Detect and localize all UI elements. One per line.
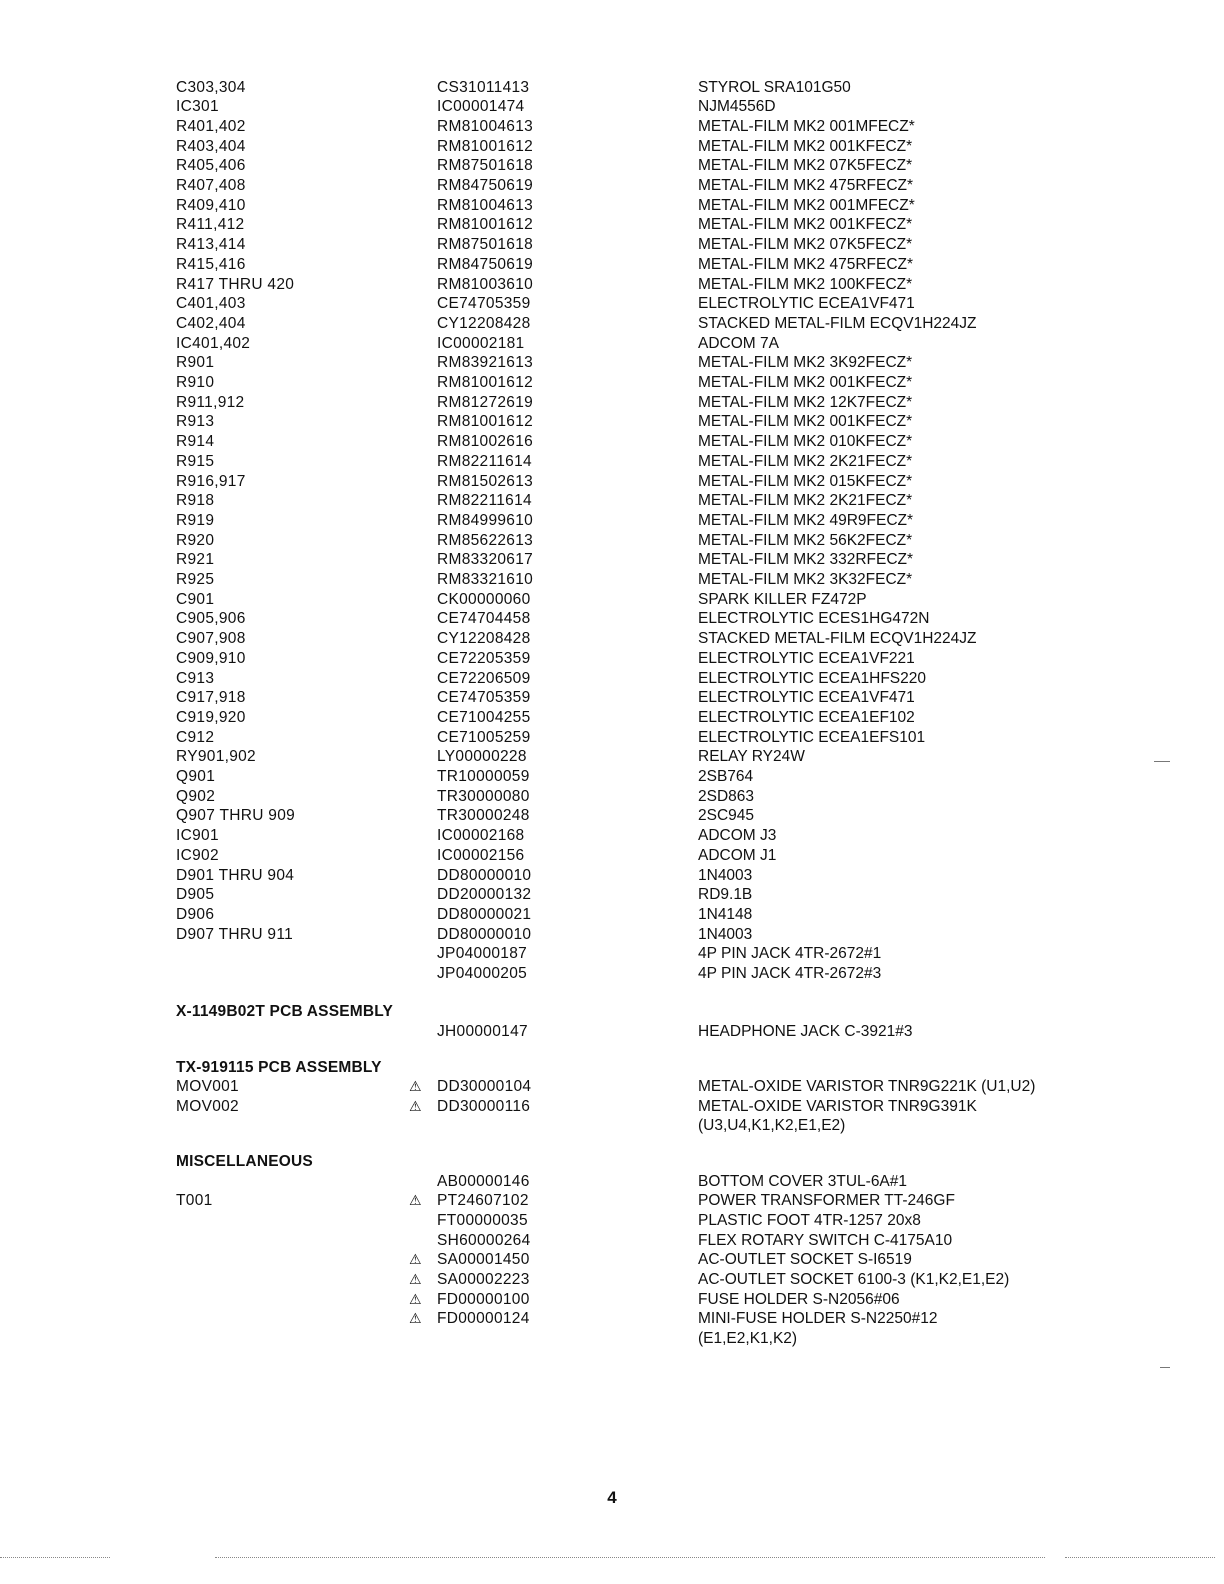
part-description: METAL-FILM MK2 332RFECZ* (698, 551, 914, 569)
part-description: HEADPHONE JACK C-3921#3 (698, 1022, 913, 1040)
reference-designator: C303,304 (176, 78, 246, 96)
parts-list-row (0, 1309, 1224, 1329)
parts-list-row (0, 511, 1224, 531)
part-description: METAL-FILM MK2 12K7FECZ* (698, 393, 913, 411)
parts-list-row (0, 1250, 1224, 1270)
part-number: JH00000147 (437, 1022, 528, 1040)
part-description: METAL-OXIDE VARISTOR TNR9G221K (U1,U2) (698, 1078, 1036, 1095)
parts-list-row (0, 629, 1224, 649)
parts-list-row (0, 215, 1224, 235)
parts-list-row (0, 1270, 1224, 1290)
part-number: RM81001612 (437, 216, 534, 234)
parts-list-row (0, 294, 1224, 314)
reference-designator: IC901 (176, 827, 219, 845)
part-description: METAL-FILM MK2 001KFECZ* (698, 137, 913, 155)
parts-list-row (0, 78, 1224, 98)
part-description: (E1,E2,K1,K2) (698, 1330, 798, 1348)
part-description: METAL-FILM MK2 001KFECZ* (698, 216, 913, 234)
part-description: 2SD863 (698, 787, 755, 805)
reference-designator: C913 (176, 669, 215, 687)
reference-designator: D906 (176, 905, 215, 923)
part-number: CE71005259 (437, 728, 531, 746)
parts-list-row (0, 1211, 1224, 1231)
reference-designator: R914 (176, 433, 215, 451)
reference-designator: C401,403 (176, 295, 246, 313)
part-description: METAL-FILM MK2 56K2FECZ* (698, 531, 913, 549)
part-number: TR30000248 (437, 807, 530, 825)
part-number: DD80000021 (437, 905, 532, 923)
part-description: NJM4556D (698, 98, 776, 116)
parts-list-row (0, 472, 1224, 492)
part-number: RM83320617 (437, 551, 534, 569)
part-number: JP04000205 (437, 965, 528, 982)
part-number: RM81002616 (437, 433, 534, 451)
part-number: CS31011413 (437, 78, 530, 96)
part-description: METAL-FILM MK2 49R9FECZ* (698, 511, 914, 529)
part-description: RD9.1B (698, 886, 753, 904)
part-number: CE71004255 (437, 708, 531, 726)
scan-mark (1154, 761, 1170, 762)
parts-list-row (0, 452, 1224, 472)
scan-dots (215, 1557, 1045, 1558)
parts-list-row (0, 590, 1224, 610)
parts-list-row (0, 609, 1224, 629)
reference-designator: R913 (176, 413, 215, 431)
safety-warning-icon: ⚠ (409, 1310, 422, 1327)
part-description: METAL-FILM MK2 001MFECZ* (698, 117, 915, 135)
reference-designator: R911,912 (176, 393, 245, 411)
reference-designator: R919 (176, 511, 215, 529)
part-description: ELECTROLYTIC ECEA1VF471 (698, 295, 915, 313)
part-description: METAL-FILM MK2 2K21FECZ* (698, 452, 913, 470)
part-description: ELECTROLYTIC ECEA1EFS101 (698, 728, 926, 746)
reference-designator: IC401,402 (176, 334, 251, 352)
parts-list-row (0, 373, 1224, 393)
part-number: CY12208428 (437, 630, 531, 648)
part-description: ELECTROLYTIC ECES1HG472N (698, 610, 930, 628)
reference-designator: C917,918 (176, 689, 246, 707)
scan-dots (1065, 1557, 1215, 1558)
part-number: CE74705359 (437, 689, 531, 707)
part-number: RM84750619 (437, 255, 534, 273)
parts-list-row (0, 905, 1224, 925)
parts-list-row (0, 255, 1224, 275)
reference-designator: R918 (176, 492, 215, 510)
part-number: DD30000116 (437, 1097, 531, 1115)
reference-designator: R401,402 (176, 117, 246, 135)
reference-designator: D905 (176, 886, 215, 904)
parts-list-row (0, 787, 1224, 807)
parts-list-row (0, 137, 1224, 157)
part-description: ELECTROLYTIC ECEA1VF471 (698, 689, 915, 707)
reference-designator: Q907 THRU 909 (176, 807, 296, 825)
part-description: 2SC945 (698, 807, 755, 825)
part-number: RM82211614 (437, 452, 532, 470)
reference-designator: R407,408 (176, 177, 246, 194)
section-heading-tx919115: TX-919115 PCB ASSEMBLY (176, 1059, 382, 1076)
reference-designator: C909,910 (176, 649, 246, 667)
safety-warning-icon: ⚠ (409, 1097, 422, 1114)
parts-list-row (0, 97, 1224, 117)
part-description: METAL-OXIDE VARISTOR TNR9G391K (698, 1097, 977, 1115)
part-description: BOTTOM COVER 3TUL-6A#1 (698, 1172, 908, 1190)
part-description: METAL-FILM MK2 3K32FECZ* (698, 571, 913, 588)
part-description: PLASTIC FOOT 4TR-1257 20x8 (698, 1211, 921, 1229)
parts-list-row (0, 688, 1224, 708)
reference-designator: C907,908 (176, 630, 246, 648)
parts-list-row (0, 314, 1224, 334)
part-description: FUSE HOLDER S-N2056#06 (698, 1290, 900, 1308)
part-description: 4P PIN JACK 4TR-2672#3 (698, 965, 882, 982)
part-description: ELECTROLYTIC ECEA1EF102 (698, 708, 915, 726)
part-description: AC-OUTLET SOCKET 6100-3 (K1,K2,E1,E2) (698, 1271, 1010, 1288)
part-number: RM87501618 (437, 236, 534, 254)
part-number: RM81502613 (437, 472, 534, 490)
scan-dots (0, 1557, 110, 1558)
parts-list-row (0, 885, 1224, 905)
parts-list-row (0, 570, 1224, 590)
reference-designator: IC301 (176, 98, 219, 116)
parts-list-row (0, 1172, 1224, 1192)
part-number: SA00001450 (437, 1251, 530, 1269)
parts-list-row (0, 1097, 1224, 1117)
part-number: DD80000010 (437, 925, 532, 943)
reference-designator: R915 (176, 452, 215, 470)
parts-list-row (0, 708, 1224, 728)
parts-list-row (0, 747, 1224, 767)
parts-list-row (0, 235, 1224, 255)
reference-designator: R925 (176, 571, 215, 588)
safety-warning-icon: ⚠ (409, 1290, 422, 1307)
part-description: METAL-FILM MK2 001MFECZ* (698, 196, 915, 214)
part-number: SA00002223 (437, 1271, 530, 1288)
reference-designator: R405,406 (176, 157, 246, 175)
safety-warning-icon: ⚠ (409, 1078, 422, 1094)
part-description: ELECTROLYTIC ECEA1HFS220 (698, 669, 926, 687)
part-number: RM83321610 (437, 571, 534, 588)
part-number: AB00000146 (437, 1172, 530, 1190)
part-number: PT24607102 (437, 1192, 529, 1210)
section-heading-miscellaneous: MISCELLANEOUS (176, 1153, 313, 1170)
part-description: ADCOM J3 (698, 827, 777, 845)
reference-designator: C402,404 (176, 314, 246, 332)
part-description: METAL-FILM MK2 001KFECZ* (698, 413, 913, 431)
parts-list-row (0, 334, 1224, 354)
parts-list-row (0, 1022, 1224, 1042)
part-description: AC-OUTLET SOCKET S-I6519 (698, 1251, 912, 1269)
part-number: DD80000010 (437, 866, 532, 884)
parts-list-row (0, 550, 1224, 570)
part-number: JP04000187 (437, 945, 528, 963)
part-number: RM81272619 (437, 393, 534, 411)
reference-designator: R411,412 (176, 216, 245, 234)
part-number: FD00000100 (437, 1290, 530, 1308)
part-number: CE72205359 (437, 649, 531, 667)
parts-list-row (0, 1116, 1224, 1136)
reference-designator: R910 (176, 374, 215, 391)
reference-designator: R920 (176, 531, 215, 549)
reference-designator: R413,414 (176, 236, 246, 254)
part-number: DD30000104 (437, 1078, 532, 1095)
part-description: 4P PIN JACK 4TR-2672#1 (698, 945, 882, 963)
section-heading-x1149b02t: X-1149B02T PCB ASSEMBLY (176, 1003, 394, 1020)
parts-list-row (0, 1329, 1224, 1349)
parts-list-row (0, 649, 1224, 669)
part-description: METAL-FILM MK2 07K5FECZ* (698, 236, 913, 254)
part-number: CK00000060 (437, 590, 531, 608)
part-number: CY12208428 (437, 314, 531, 332)
part-number: TR30000080 (437, 787, 530, 805)
part-number: RM81001612 (437, 374, 534, 391)
part-number: RM84999610 (437, 511, 534, 529)
parts-list-row (0, 1231, 1224, 1251)
parts-list-row (0, 806, 1224, 826)
reference-designator: MOV002 (176, 1097, 239, 1115)
reference-designator: R417 THRU 420 (176, 275, 295, 293)
part-number: IC00001474 (437, 98, 525, 116)
part-description: STYROL SRA101G50 (698, 78, 851, 96)
part-number: RM81001612 (437, 137, 534, 155)
parts-list-row (0, 846, 1224, 866)
parts-list-row (0, 767, 1224, 787)
parts-list-row (0, 925, 1224, 945)
part-number: FT00000035 (437, 1211, 528, 1229)
part-number: RM83921613 (437, 354, 534, 372)
reference-designator: C901 (176, 590, 215, 608)
part-number: RM81004613 (437, 117, 534, 135)
parts-list-row (0, 1191, 1224, 1211)
reference-designator: R403,404 (176, 137, 246, 155)
parts-list-row (0, 353, 1224, 373)
reference-designator: R415,416 (176, 255, 246, 273)
parts-list-row (0, 669, 1224, 689)
reference-designator: Q901 (176, 768, 216, 785)
parts-list-row (0, 964, 1224, 984)
parts-list-row (0, 196, 1224, 216)
part-description: POWER TRANSFORMER TT-246GF (698, 1192, 955, 1210)
part-description: METAL-FILM MK2 475RFECZ* (698, 177, 914, 194)
parts-list-row (0, 156, 1224, 176)
part-description: RELAY RY24W (698, 748, 805, 766)
reference-designator: C919,920 (176, 708, 246, 726)
parts-list-row (0, 412, 1224, 432)
part-number: IC00002181 (437, 334, 525, 352)
part-description: ADCOM J1 (698, 846, 777, 864)
part-description: 2SB764 (698, 768, 754, 785)
part-description: STACKED METAL-FILM ECQV1H224JZ (698, 314, 977, 332)
reference-designator: D901 THRU 904 (176, 866, 295, 884)
part-number: RM81001612 (437, 413, 534, 431)
parts-list-row (0, 866, 1224, 886)
reference-designator: R916,917 (176, 472, 246, 490)
part-number: RM85622613 (437, 531, 534, 549)
reference-designator: R409,410 (176, 196, 246, 214)
part-description: METAL-FILM MK2 015KFECZ* (698, 472, 913, 490)
part-number: IC00002168 (437, 827, 525, 845)
parts-list-row (0, 1290, 1224, 1310)
part-number: RM81004613 (437, 196, 534, 214)
part-description: MINI-FUSE HOLDER S-N2250#12 (698, 1310, 938, 1328)
part-number: IC00002156 (437, 846, 525, 864)
part-description: (U3,U4,K1,K2,E1,E2) (698, 1117, 846, 1135)
parts-list-row (0, 944, 1224, 964)
parts-list-row (0, 826, 1224, 846)
safety-warning-icon: ⚠ (409, 1192, 422, 1209)
reference-designator: Q902 (176, 787, 216, 805)
part-number: FD00000124 (437, 1310, 530, 1328)
part-description: 1N4148 (698, 905, 753, 923)
part-description: METAL-FILM MK2 001KFECZ* (698, 374, 913, 391)
part-description: ADCOM 7A (698, 334, 779, 352)
reference-designator: IC902 (176, 846, 219, 864)
part-number: RM87501618 (437, 157, 534, 175)
parts-list-row (0, 176, 1224, 196)
parts-list-row (0, 432, 1224, 452)
part-description: METAL-FILM MK2 2K21FECZ* (698, 492, 913, 510)
parts-list-row (0, 117, 1224, 137)
part-description: METAL-FILM MK2 100KFECZ* (698, 275, 913, 293)
parts-list-row (0, 275, 1224, 295)
parts-list-row (0, 728, 1224, 748)
part-description: METAL-FILM MK2 475RFECZ* (698, 255, 914, 273)
safety-warning-icon: ⚠ (409, 1271, 422, 1287)
part-number: LY00000228 (437, 748, 527, 766)
safety-warning-icon: ⚠ (409, 1251, 422, 1268)
part-number: RM84750619 (437, 177, 534, 194)
part-description: METAL-FILM MK2 3K92FECZ* (698, 354, 913, 372)
reference-designator: RY901,902 (176, 748, 256, 766)
reference-designator: C905,906 (176, 610, 246, 628)
reference-designator: R901 (176, 354, 215, 372)
part-number: CE74704458 (437, 610, 531, 628)
page-number: 4 (607, 1488, 617, 1507)
part-number: DD20000132 (437, 886, 532, 904)
part-description: 1N4003 (698, 866, 753, 884)
part-number: RM81003610 (437, 275, 534, 293)
reference-designator: MOV001 (176, 1078, 239, 1095)
part-description: 1N4003 (698, 925, 753, 943)
part-number: SH60000264 (437, 1231, 531, 1249)
parts-list-row (0, 531, 1224, 551)
reference-designator: R921 (176, 551, 215, 569)
part-description: STACKED METAL-FILM ECQV1H224JZ (698, 630, 977, 648)
part-number: TR10000059 (437, 768, 530, 785)
scan-mark (1160, 1367, 1170, 1368)
part-description: METAL-FILM MK2 010KFECZ* (698, 433, 913, 451)
part-number: CE72206509 (437, 669, 531, 687)
parts-list-row (0, 393, 1224, 413)
reference-designator: C912 (176, 728, 215, 746)
part-description: ELECTROLYTIC ECEA1VF221 (698, 649, 915, 667)
part-description: FLEX ROTARY SWITCH C-4175A10 (698, 1231, 953, 1249)
parts-list-row (0, 1077, 1224, 1097)
parts-list-row (0, 491, 1224, 511)
part-number: CE74705359 (437, 295, 531, 313)
part-number: RM82211614 (437, 492, 532, 510)
reference-designator: T001 (176, 1192, 213, 1210)
reference-designator: D907 THRU 911 (176, 925, 294, 943)
part-description: METAL-FILM MK2 07K5FECZ* (698, 157, 913, 175)
part-description: SPARK KILLER FZ472P (698, 590, 867, 608)
